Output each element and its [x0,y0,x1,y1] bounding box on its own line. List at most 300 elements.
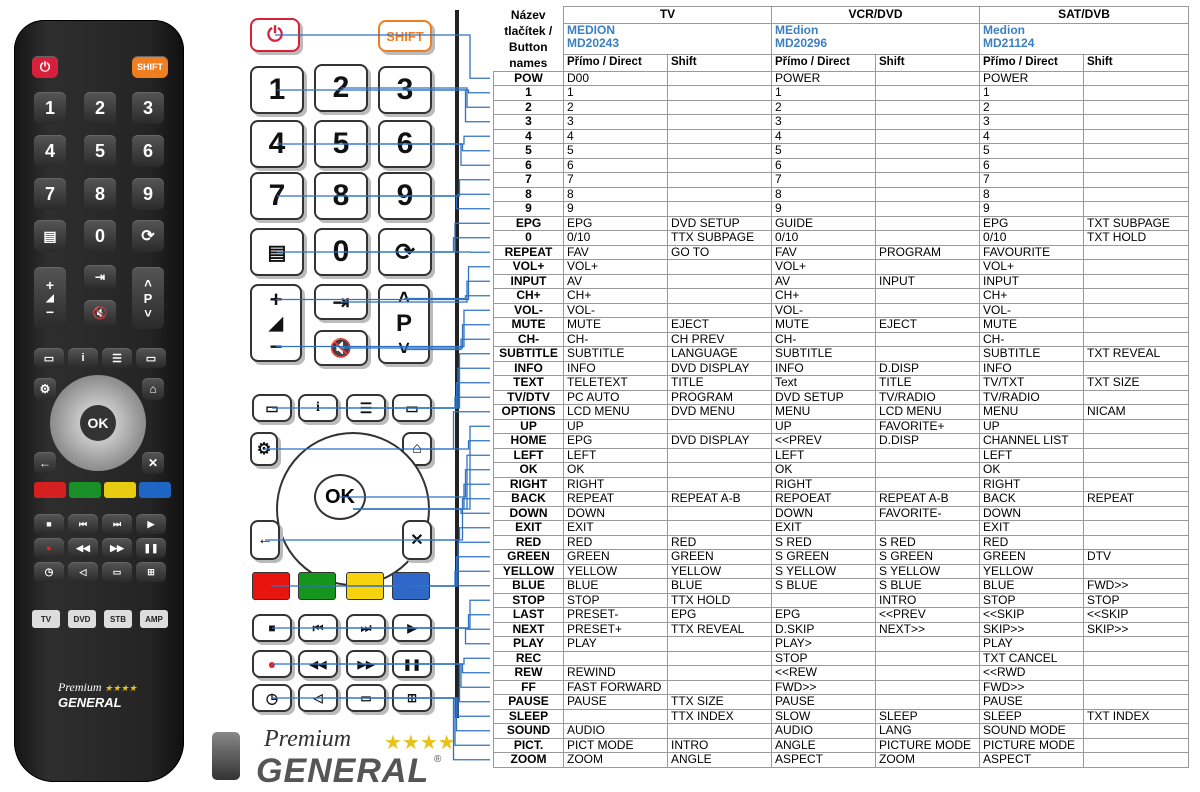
code-cell: D.DISP [876,434,980,449]
code-cell [668,71,772,86]
model-vcr [772,23,980,54]
code-cell: 1 [772,86,876,101]
subtitle-icon: ▭ [252,394,292,422]
code-cell: MUTE [564,318,668,333]
code-cell [876,332,980,347]
remote-source-amp: AMP [140,610,168,628]
code-cell: TTX SUBPAGE [668,231,772,246]
exit-icon: ✕ [402,520,432,560]
button-name-cell: OPTIONS [494,405,564,420]
code-cell: TTX HOLD [668,593,772,608]
group-sat-dvb: SAT/DVB [980,7,1189,24]
code-cell: S YELLOW [772,564,876,579]
code-cell: FAVORITE+ [876,419,980,434]
code-cell: INFO [564,361,668,376]
volume-rocker-diagram [250,284,302,362]
code-cell: FAVORITE- [876,506,980,521]
button-name-cell: RIGHT [494,477,564,492]
key-2-diagram: 2 [314,64,368,112]
code-cell: UP [564,419,668,434]
code-cell: 7 [980,173,1084,188]
code-cell: PAUSE [564,695,668,710]
code-cell: VOL- [564,303,668,318]
table-row [494,115,1189,130]
code-cell: ANGLE [772,738,876,753]
pause-icon: ❚❚ [392,650,432,678]
code-cell [1084,390,1189,405]
info-icon: i [298,394,338,422]
code-cell [876,637,980,652]
code-cell: <<RWD [980,666,1084,681]
remote-home-icon: ⌂ [142,378,164,400]
table-row [494,405,1189,420]
code-cell [876,86,980,101]
code-cell: <<REW [772,666,876,681]
table-row [494,506,1189,521]
repeat-icon: ⟳ [378,228,432,276]
code-cell: DVD DISPLAY [668,434,772,449]
code-cell [1084,535,1189,550]
code-cell: REPEAT A-B [668,492,772,507]
table-row [494,477,1189,492]
remote-logo-premium: Premium [58,680,102,694]
model-tv-code: MD20243 [567,35,620,50]
text-icon: ☰ [346,394,386,422]
table-row [494,492,1189,507]
code-cell: TXT SIZE [1084,376,1189,391]
remote-source-stb: STB [104,610,132,628]
button-name-cell: BLUE [494,579,564,594]
code-mapping-table [493,6,1189,768]
code-cell: TELETEXT [564,376,668,391]
code-cell: 9 [980,202,1084,217]
code-cell: TV/RADIO [980,390,1084,405]
remote-ch-label: P [143,290,153,306]
button-name-cell: EXIT [494,521,564,536]
remote-mute-icon: 🔇 [84,300,116,326]
model-sat-brand: Medion [983,23,1026,37]
button-name-cell: REPEAT [494,245,564,260]
code-cell: YELLOW [668,564,772,579]
code-cell: SUBTITLE [980,347,1084,362]
code-cell: 9 [772,202,876,217]
remote-last-icon: ⏮ [68,514,98,534]
vol-plus-diagram: + [269,286,283,312]
code-cell: AV [564,274,668,289]
remote-green-key [69,482,101,498]
table-row [494,376,1189,391]
remote-back-icon: ← [34,452,56,474]
code-cell: SKIP>> [980,622,1084,637]
code-cell: 6 [772,158,876,173]
button-name-cell: VOL- [494,303,564,318]
model-vcr-code: MD20296 [775,35,828,50]
code-cell: FAV [564,245,668,260]
code-cell: GUIDE [772,216,876,231]
button-name-cell: 7 [494,173,564,188]
table-row [494,608,1189,623]
remote-power-button: ⏻ [32,56,58,78]
code-cell: 8 [564,187,668,202]
button-name-cell: BACK [494,492,564,507]
remote-yellow-key [104,482,136,498]
sleep-icon: ◷ [252,684,292,712]
code-cell: S YELLOW [876,564,980,579]
code-cell: INTRO [876,593,980,608]
code-cell: NICAM [1084,405,1189,420]
key-0-diagram: 0 [314,228,368,276]
logo-remote-icon [212,732,240,780]
code-cell [876,521,980,536]
button-name-cell: RED [494,535,564,550]
remote-ok-button: OK [80,405,116,441]
code-cell: ZOOM [876,753,980,768]
code-cell [1084,318,1189,333]
code-cell [668,187,772,202]
table-row [494,579,1189,594]
key-7-diagram: 7 [250,172,304,220]
key-5-diagram: 5 [314,120,368,168]
code-cell [1084,71,1189,86]
button-name-cell: 1 [494,86,564,101]
code-cell: 7 [772,173,876,188]
remote-subtitle-icon: ▭ [34,348,64,368]
code-cell: SUBTITLE [772,347,876,362]
key-9-diagram: 9 [378,172,432,220]
code-cell: S GREEN [772,550,876,565]
table-row [494,216,1189,231]
table-row [494,709,1189,724]
code-cell: <<SKIP [980,608,1084,623]
code-cell: STOP [1084,593,1189,608]
code-cell [668,129,772,144]
code-cell: S RED [876,535,980,550]
subheader-vcr-direct: Přímo / Direct [772,54,876,71]
group-vcr-dvd: VCR/DVD [772,7,980,24]
code-cell: FWD>> [772,680,876,695]
code-cell: PROGRAM [876,245,980,260]
code-cell: 0/10 [980,231,1084,246]
button-name-cell: GREEN [494,550,564,565]
button-name-cell: VOL+ [494,260,564,275]
table-row [494,129,1189,144]
code-cell: LEFT [772,448,876,463]
button-name-cell: 6 [494,158,564,173]
code-cell: REPOEAT [772,492,876,507]
code-cell [668,274,772,289]
button-name-cell: SUBTITLE [494,347,564,362]
remote-logo [36,680,166,710]
code-cell [1084,434,1189,449]
code-cell: SLEEP [876,709,980,724]
remote-volume-rocker [34,267,66,329]
code-cell: 5 [980,144,1084,159]
blue-key-diagram [392,572,430,600]
code-cell: RIGHT [980,477,1084,492]
remote-photo [14,20,184,782]
code-cell [668,260,772,275]
button-name-cell: POW [494,71,564,86]
code-cell: EXIT [564,521,668,536]
code-cell: 5 [564,144,668,159]
code-cell: TV/RADIO [876,390,980,405]
button-name-cell: NEXT [494,622,564,637]
code-cell [876,129,980,144]
model-sat-code: MD21124 [983,35,1035,50]
code-cell: UP [980,419,1084,434]
code-cell [876,680,980,695]
code-cell: Text [772,376,876,391]
button-name-cell: PLAY [494,637,564,652]
power-button-diagram: ⏻ [250,18,300,52]
remote-key-2: 2 [84,92,116,124]
code-cell: BLUE [980,579,1084,594]
ch-up-icon: ˄ [398,287,410,309]
code-cell: EPG [668,608,772,623]
code-cell: SUBTITLE [564,347,668,362]
remote-key-8: 8 [84,178,116,210]
code-cell: EXIT [980,521,1084,536]
code-cell: DVD SETUP [772,390,876,405]
code-cell [1084,695,1189,710]
diagram-divider [455,10,459,718]
code-cell: CH- [772,332,876,347]
code-cell [876,100,980,115]
code-cell [1084,187,1189,202]
code-cell: S GREEN [876,550,980,565]
logo-premium-text: Premium [264,726,352,752]
epg-icon: ▤ [250,228,304,276]
remote-next-icon: ⏭ [102,514,132,534]
code-cell: CH+ [772,289,876,304]
code-cell [668,448,772,463]
code-cell [1084,260,1189,275]
code-cell [876,651,980,666]
code-cell [668,419,772,434]
remote-blue-key [139,482,171,498]
code-cell: 3 [564,115,668,130]
remote-exit-icon: ✕ [142,452,164,474]
code-cell [1084,332,1189,347]
code-cell: TXT HOLD [1084,231,1189,246]
code-cell: PAUSE [980,695,1084,710]
code-cell: MUTE [772,318,876,333]
button-name-cell: YELLOW [494,564,564,579]
code-cell [1084,506,1189,521]
subheader-tv-shift: Shift [668,54,772,71]
pict-icon: ▭ [346,684,386,712]
code-cell: VOL+ [564,260,668,275]
code-cell: 5 [772,144,876,159]
button-name-cell: ZOOM [494,753,564,768]
key-6-diagram: 6 [378,120,432,168]
remote-stop-icon: ■ [34,514,64,534]
remote-rew-icon: ◀◀ [68,538,98,558]
code-cell: BACK [980,492,1084,507]
button-name-cell: LEFT [494,448,564,463]
code-cell [876,231,980,246]
table-body [494,71,1189,767]
remote-key-4: 4 [34,135,66,167]
table-row [494,738,1189,753]
code-cell [668,506,772,521]
model-vcr-brand: MEdion [775,23,819,37]
table-row [494,434,1189,449]
code-cell [668,724,772,739]
remote-shift-button: SHIFT [132,56,168,78]
code-cell: 7 [564,173,668,188]
code-cell: GREEN [564,550,668,565]
code-cell: REWIND [564,666,668,681]
code-cell: YELLOW [980,564,1084,579]
code-cell: SOUND MODE [980,724,1084,739]
button-name-cell: STOP [494,593,564,608]
key-4-diagram: 4 [250,120,304,168]
ch-label-diagram: P [395,310,412,337]
table-row [494,202,1189,217]
code-cell [1084,289,1189,304]
code-cell: INFO [772,361,876,376]
group-tv: TV [564,7,772,24]
remote-key-0: 0 [84,220,116,252]
back-icon: ← [250,520,280,560]
code-cell: D.DISP [876,361,980,376]
code-cell [1084,100,1189,115]
code-cell: PLAY [980,637,1084,652]
table-row [494,550,1189,565]
code-cell: FWD>> [980,680,1084,695]
code-cell: BLUE [564,579,668,594]
code-cell: TTX INDEX [668,709,772,724]
logo-general-text: GENERAL [256,752,430,790]
code-cell [876,115,980,130]
code-cell: STOP [564,593,668,608]
code-cell: SKIP>> [1084,622,1189,637]
remote-ch-up-icon: ˄ [144,275,152,291]
code-cell: PRESET- [564,608,668,623]
code-cell: REPEAT A-B [876,492,980,507]
code-cell: AUDIO [564,724,668,739]
table-row [494,318,1189,333]
table-row [494,231,1189,246]
code-cell: 9 [564,202,668,217]
code-cell [1084,448,1189,463]
code-cell: INFO [980,361,1084,376]
remote-pause-icon: ❚❚ [136,538,166,558]
button-name-cell: REC [494,651,564,666]
code-cell: CH- [564,332,668,347]
code-cell [1084,361,1189,376]
remote-tv-dtv-icon: ▭ [136,348,166,368]
code-cell: TXT CANCEL [980,651,1084,666]
remote-source-dvd: DVD [68,610,96,628]
code-cell [1084,463,1189,478]
code-cell: 0/10 [564,231,668,246]
code-cell: RED [668,535,772,550]
code-cell: MENU [772,405,876,420]
code-cell: POWER [772,71,876,86]
mute-icon: 🔇 [314,330,368,366]
code-cell [1084,158,1189,173]
code-cell: 2 [772,100,876,115]
remote-red-key [34,482,66,498]
code-cell: OK [772,463,876,478]
code-cell [668,680,772,695]
code-cell [876,202,980,217]
logo-stars: ★★★★ [384,732,456,754]
code-cell [876,71,980,86]
stop-icon: ■ [252,614,292,642]
code-cell: ASPECT [980,753,1084,768]
code-cell: S BLUE [772,579,876,594]
code-cell [1084,245,1189,260]
code-cell: 1 [564,86,668,101]
code-cell: GO TO [668,245,772,260]
remote-key-1: 1 [34,92,66,124]
remote-options-icon: ⚙ [34,378,56,400]
button-name-cell: 2 [494,100,564,115]
code-cell: PICTURE MODE [980,738,1084,753]
code-cell: TTX REVEAL [668,622,772,637]
ch-down-icon: ˅ [398,338,410,360]
remote-key-5: 5 [84,135,116,167]
table-row [494,289,1189,304]
table-row [494,564,1189,579]
table-row [494,724,1189,739]
code-cell [1084,753,1189,768]
table-row [494,86,1189,101]
remote-rec-icon: ● [34,538,64,558]
code-cell [668,202,772,217]
last-icon: ⏮ [298,614,338,642]
code-cell: DOWN [564,506,668,521]
table-row [494,245,1189,260]
code-cell [1084,115,1189,130]
button-name-cell: CH+ [494,289,564,304]
code-cell: 8 [772,187,876,202]
code-cell: DVD SETUP [668,216,772,231]
code-cell: CH PREV [668,332,772,347]
remote-channel-rocker [132,267,164,329]
button-name-cell: REW [494,666,564,681]
code-cell [668,144,772,159]
remote-key-9: 9 [132,178,164,210]
code-cell: PLAY> [772,637,876,652]
code-cell [668,521,772,536]
code-cell [668,86,772,101]
code-cell: SLEEP [980,709,1084,724]
code-cell [668,666,772,681]
code-cell: 3 [980,115,1084,130]
code-cell: PICTURE MODE [876,738,980,753]
button-name-cell: INFO [494,361,564,376]
code-cell [668,651,772,666]
button-name-cell: 9 [494,202,564,217]
table-row [494,158,1189,173]
button-name-cell: UP [494,419,564,434]
code-cell: VOL+ [772,260,876,275]
code-cell: AV [772,274,876,289]
code-cell: 1 [980,86,1084,101]
table-row [494,637,1189,652]
table-row [494,651,1189,666]
code-cell: VOL- [772,303,876,318]
code-cell [1084,521,1189,536]
code-cell: FWD>> [1084,579,1189,594]
code-cell: LANG [876,724,980,739]
code-cell: EXIT [772,521,876,536]
code-cell: DOWN [980,506,1084,521]
